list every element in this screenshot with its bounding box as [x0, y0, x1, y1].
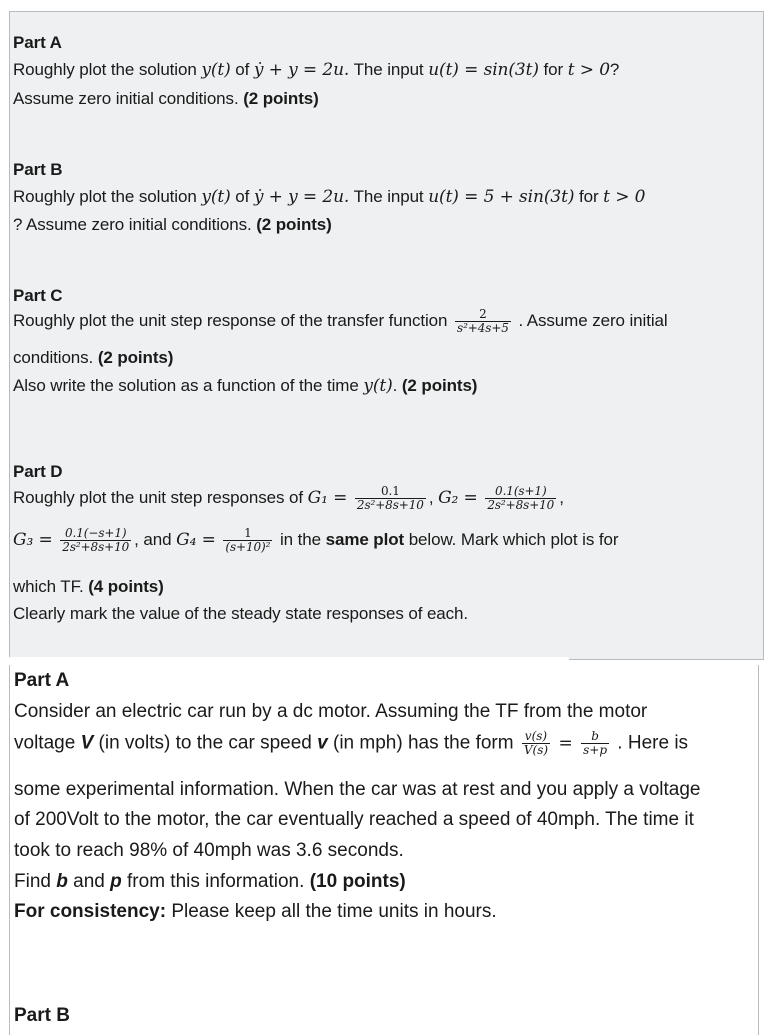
part-b-line1: Roughly plot the solution y(t) of ẏ + y = 2u. The input u(t) = 5 + sin(3t) for t > 0 [13, 187, 646, 207]
part-c-line3: Also write the solution as a function of the time y(t). (2 points) [13, 376, 478, 396]
tf-rhs-fraction: $\frac{b}{s+p}$ [583, 729, 608, 757]
tf-lhs-fraction: $\frac{v(s)}{V(s)}$ [523, 729, 549, 757]
q2-part-a-line6: Find b and p from this information. (10 points) [14, 871, 406, 892]
part-b-heading: Part B [13, 160, 63, 179]
g2-fraction: $\frac{0.1(s+1)}{\text{2s²+8s+10}}$ [487, 484, 555, 512]
q2-part-a-line4: of 200Volt to the motor, the car eventually reached a speed of 40mph. The time it [14, 809, 694, 830]
part-d-line1: Roughly plot the unit step responses of G₁ = $\frac{0.1}{\text{2s²+8s+10}}$ , G₂ = $\frac{0.1(s+1)}{\text{2s²+8s+10}}$ , [13, 484, 564, 512]
q2-part-a-line2: voltage V (in volts) to the car speed v (in mph) has the form $\frac{v(s)}{V(s)}$ = $\frac{b}{s+p}$ . Here is [14, 729, 689, 757]
part-a-line1: Roughly plot the solution y(t) of ẏ + y = 2u. The input u(t) = sin(3t) for t > 0? [13, 60, 620, 80]
part-c-line2: conditions. (2 points) [13, 348, 174, 367]
panel-divider [9, 657, 569, 665]
part-d-line2: G₃ = $\frac{0.1(-s+1)}{\text{2s²+8s+10}}$ , and G₄ = $\frac{1}{\text{(s+10)²}}$ in the same plot below. Mark which plot is for [13, 526, 619, 554]
part-b-line2: ? Assume zero initial conditions. (2 points) [13, 215, 332, 234]
part-a-heading: Part A [13, 33, 62, 52]
q2-consistency-note: For consistency: Please keep all the time units in hours. [14, 901, 497, 922]
part-d-line4: Clearly mark the value of the steady state responses of each. [13, 604, 469, 623]
transfer-function-fraction: $\frac{2}{\text{s²+4s+5}}$ [457, 307, 509, 335]
q2-part-a-line5: took to reach 98% of 40mph was 3.6 seconds. [14, 840, 404, 861]
q2-part-b-heading: Part B [14, 1005, 70, 1026]
q2-part-a-line1: Consider an electric car run by a dc motor. Assuming the TF from the motor [14, 701, 648, 722]
part-c-heading: Part C [13, 286, 63, 305]
g1-fraction: $\frac{0.1}{\text{2s²+8s+10}}$ [356, 484, 424, 512]
g3-fraction: $\frac{0.1(-s+1)}{\text{2s²+8s+10}}$ [62, 526, 130, 554]
part-a-line2: Assume zero initial conditions. (2 points) [13, 89, 319, 108]
q2-part-a-heading: Part A [14, 670, 70, 691]
g4-fraction: $\frac{1}{\text{(s+10)²}}$ [225, 526, 271, 554]
q2-part-a-line3: some experimental information. When the car was at rest and you apply a voltage [14, 779, 701, 800]
part-d-heading: Part D [13, 462, 63, 481]
part-d-line3: which TF. (4 points) [13, 577, 164, 596]
part-c-line1: Roughly plot the unit step response of the transfer function $\frac{2}{\text{s²+4s+5}}$ . Assume zero initial [13, 307, 668, 335]
